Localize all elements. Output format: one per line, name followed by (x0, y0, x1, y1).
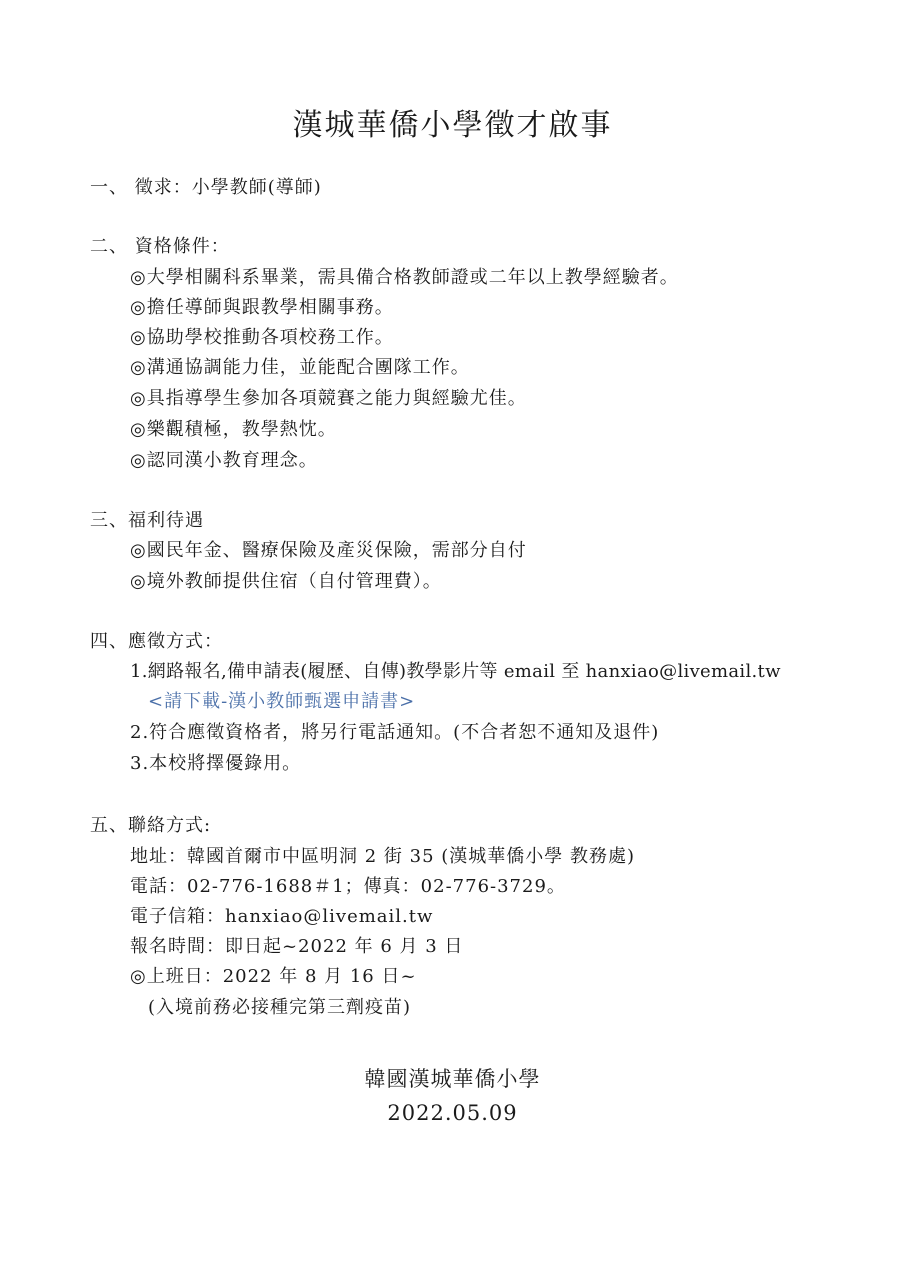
contact-email: 電子信箱：hanxiao@livemail.tw (130, 906, 434, 927)
section-qualifications-heading: 二、 資格條件： (90, 236, 230, 257)
download-application-link[interactable]: <請下載-漢小教師甄選申請書> (148, 691, 416, 712)
section-benefits-heading: 三、福利待遇 (90, 510, 204, 531)
footer-date: 2022.05.09 (387, 1101, 518, 1125)
qualification-item: ◎擔任導師與跟教學相關事務。 (130, 297, 394, 318)
benefit-item: ◎境外教師提供住宿（自付管理費）。 (130, 571, 442, 592)
qualification-item: ◎具指導學生參加各項競賽之能力與經驗尤佳。 (130, 388, 527, 409)
footer-school-name: 韓國漢城華僑小學 (364, 1067, 541, 1091)
benefit-item: ◎國民年金、醫療保險及產災保險，需部分自付 (130, 540, 527, 561)
apply-step-2: 2.符合應徵資格者，將另行電話通知。(不合者恕不通知及退件) (130, 722, 660, 743)
qualification-item: ◎協助學校推動各項校務工作。 (130, 327, 394, 348)
vaccine-note: (入境前務必接種完第三劑疫苗) (148, 997, 412, 1018)
qualification-item: ◎樂觀積極，教學熱忱。 (130, 419, 337, 440)
apply-step-1: 1.網路報名,備申請表(履歷、自傳)教學影片等 email 至 hanxiao@livemail.tw (130, 661, 781, 682)
section-apply-heading: 四、應徵方式： (90, 631, 223, 652)
section-recruit-heading: 一、 徵求：小學教師(導師) (90, 177, 322, 198)
registration-period: 報名時間：即日起~2022 年 6 月 3 日 (130, 936, 464, 957)
qualification-item: ◎溝通協調能力佳，並能配合團隊工作。 (130, 357, 470, 378)
section-contact-heading: 五、聯絡方式: (90, 815, 212, 836)
start-date: ◎上班日：2022 年 8 月 16 日~ (130, 966, 417, 987)
qualification-item: ◎大學相關科系畢業，需具備合格教師證或二年以上教學經驗者。 (130, 267, 679, 288)
contact-address: 地址：韓國首爾市中區明洞 2 街 35 (漢城華僑小學 教務處) (130, 846, 636, 867)
qualification-item: ◎認同漢小教育理念。 (130, 450, 318, 471)
document-title: 漢城華僑小學徵才啟事 (292, 108, 613, 143)
contact-phone: 電話：02-776-1688＃1；傳真：02-776-3729。 (130, 876, 566, 897)
apply-step-3: 3.本校將擇優錄用。 (130, 753, 302, 774)
